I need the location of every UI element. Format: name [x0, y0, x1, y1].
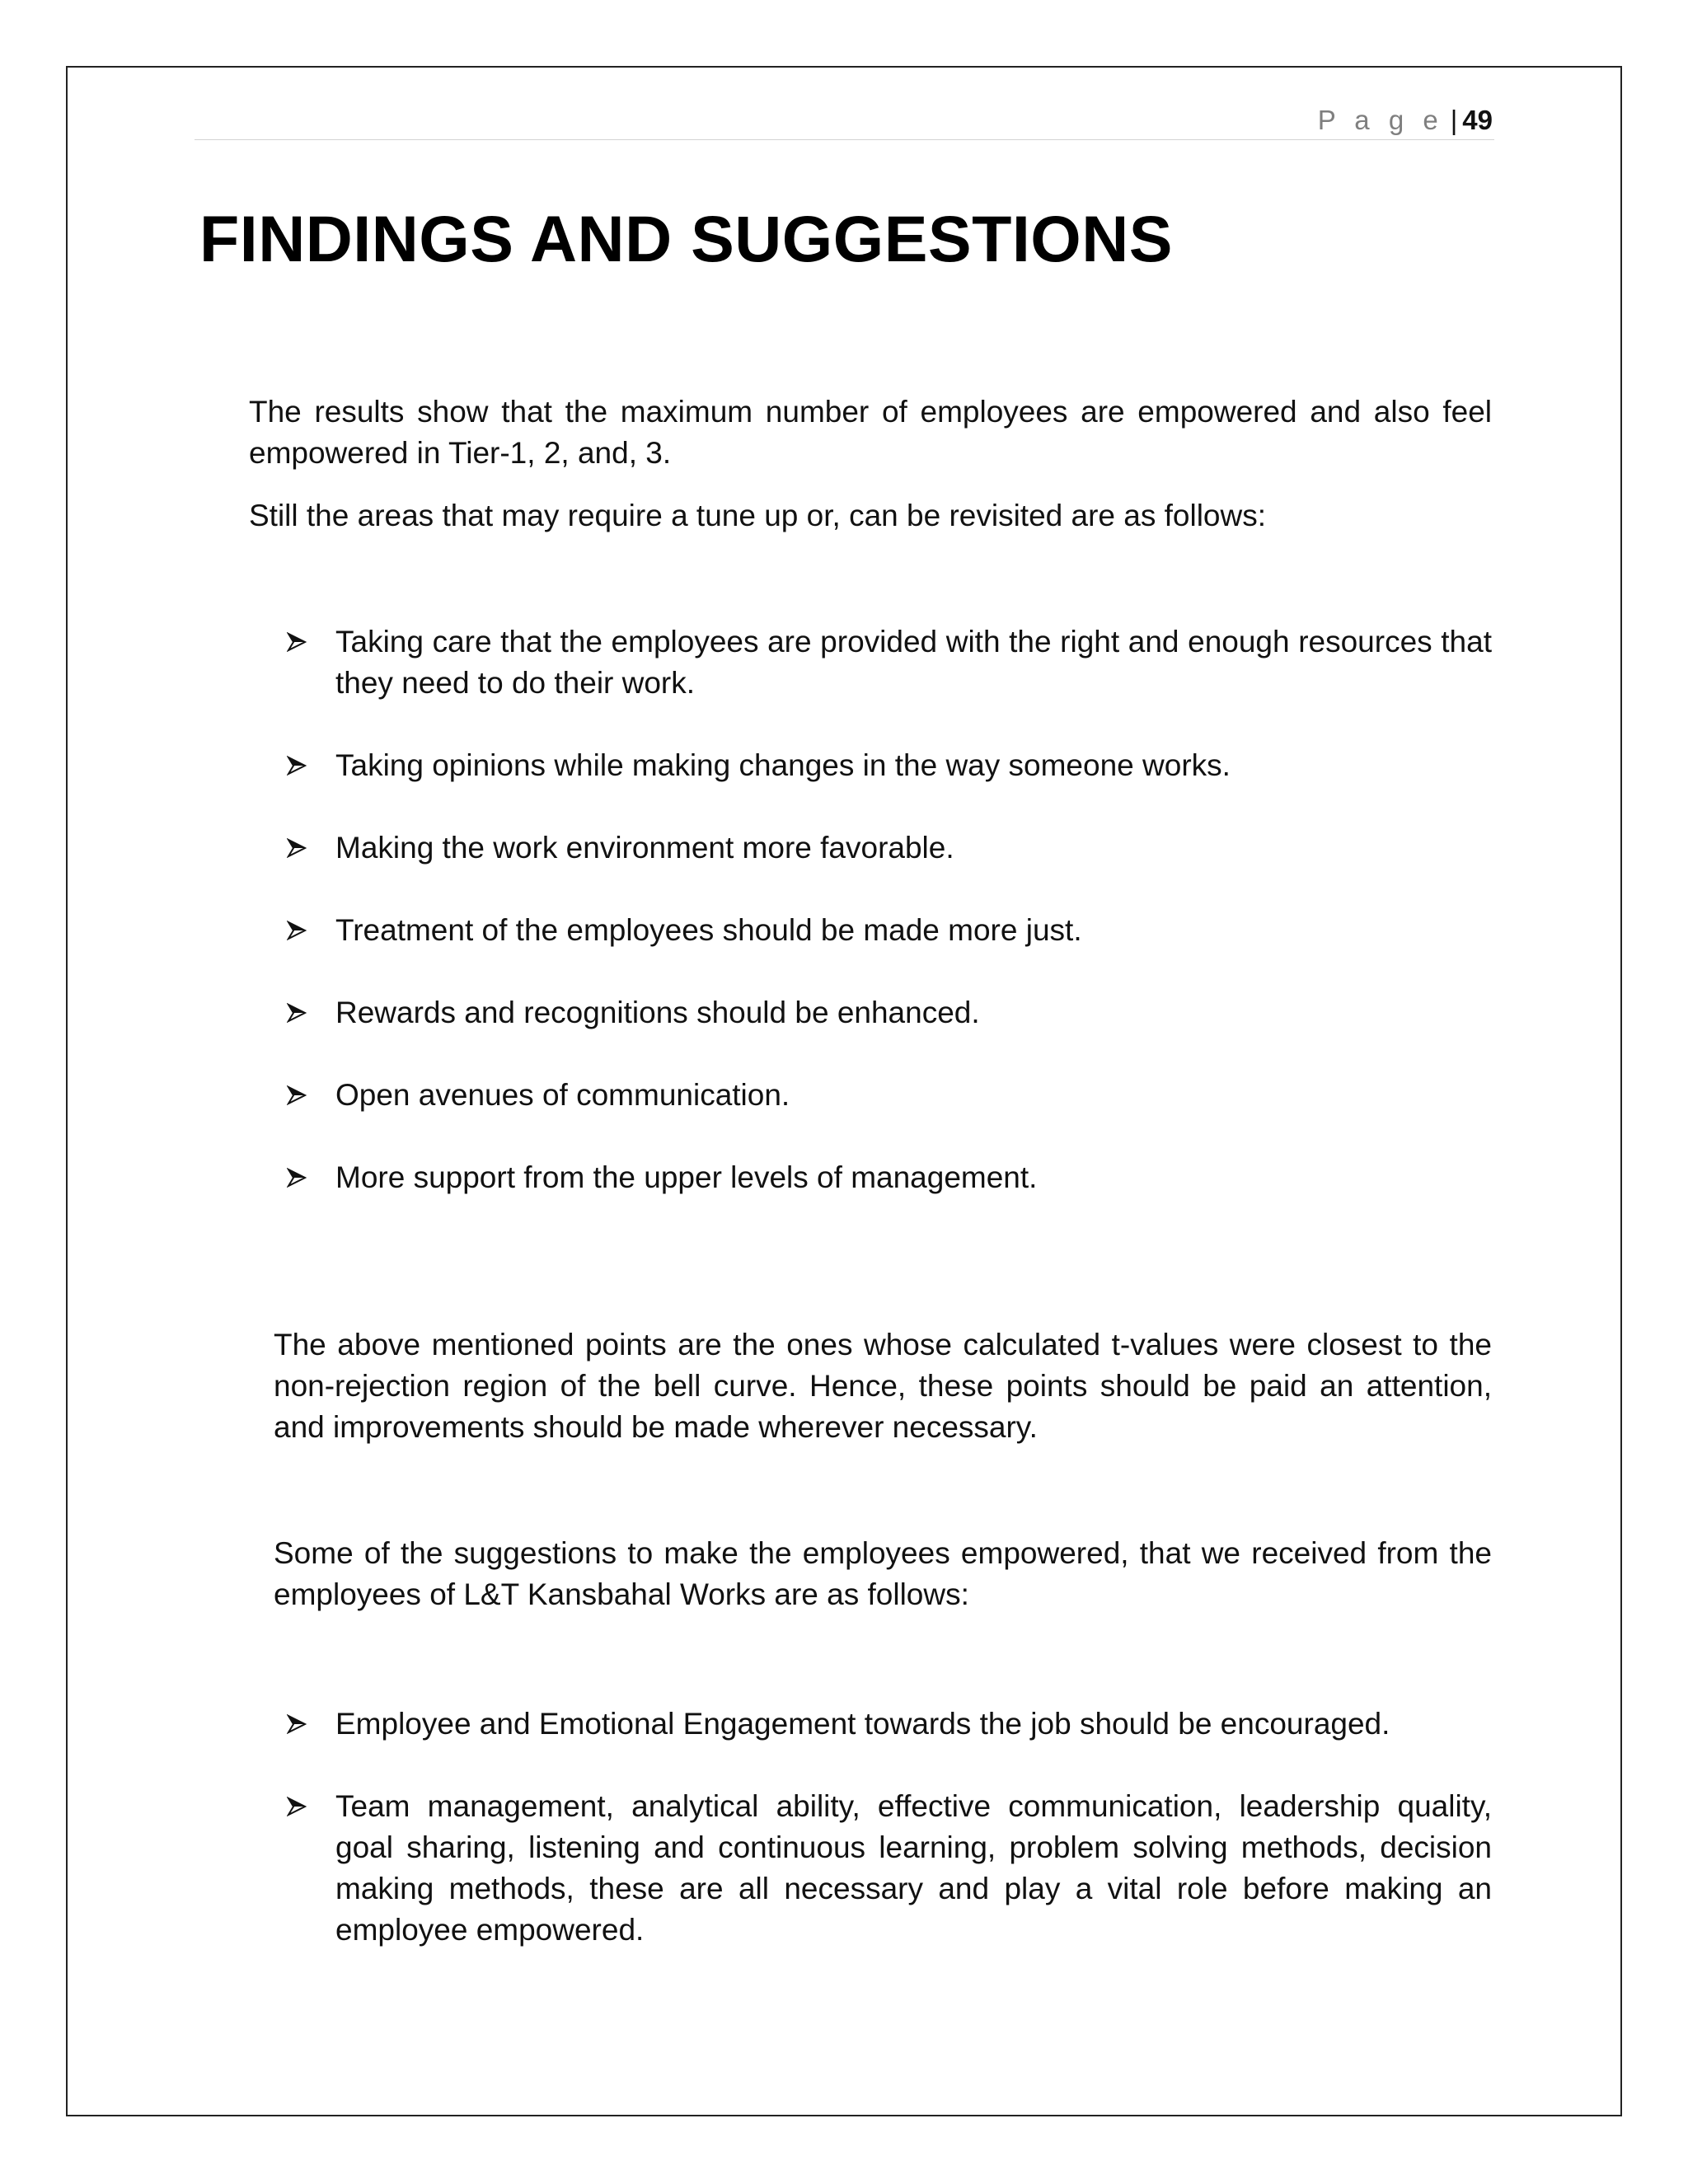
list-item [287, 1704, 1492, 1745]
page-number-row [1318, 104, 1493, 137]
list-item [287, 745, 1492, 786]
page-separator: | [1450, 105, 1458, 135]
arrowhead-bullet-icon [287, 1786, 313, 1827]
list-item-text: Making the work environment more favorable. [335, 831, 954, 865]
page-label: P a g e [1317, 105, 1444, 135]
list-item-text: More support from the upper levels of management. [335, 1160, 1038, 1194]
list-item [287, 1157, 1492, 1198]
analysis-paragraph: The above mentioned points are the ones whose calculated t-values were closest to the non-rejection region of the bell curve. Hence, these points should be paid an attention, and improvements should be made wherever necessary. [274, 1328, 1492, 1444]
arrowhead-bullet-icon [287, 992, 313, 1033]
arrowhead-bullet-icon [287, 1157, 313, 1198]
intro-paragraph-1: The results show that the maximum number of employees are empowered and also feel empowered in Tier-1, 2, and, 3. [249, 395, 1492, 470]
intro-paragraph-2: Still the areas that may require a tune up or, can be revisited are as follows: [249, 499, 1266, 532]
list-item [287, 1075, 1492, 1116]
list-item [287, 827, 1492, 869]
list-item [287, 992, 1492, 1033]
list-item [287, 910, 1492, 951]
page-header [195, 97, 1494, 140]
list-item-text: Team management, analytical ability, effective communication, leadership quality, goal sharing, listening and continuous learning, problem solving methods, decision making methods, these are all necessary and play a vital role before making an employee empowered. [335, 1789, 1492, 1947]
suggestions-list [287, 1704, 1492, 1992]
list-item-text: Open avenues of communication. [335, 1078, 790, 1112]
suggestions-intro-paragraph: Some of the suggestions to make the employees empowered, that we received from the employees of L&T Kansbahal Works are as follows: [274, 1536, 1492, 1611]
page-title: FINDINGS AND SUGGESTIONS [199, 202, 1173, 275]
list-item-text: Taking care that the employees are provided with the right and enough resources that they need to do their work. [335, 625, 1492, 700]
arrowhead-bullet-icon [287, 1075, 313, 1116]
list-item-text: Taking opinions while making changes in the way someone works. [335, 748, 1231, 782]
arrowhead-bullet-icon [287, 621, 313, 663]
arrowhead-bullet-icon [287, 1704, 313, 1745]
list-item-text: Rewards and recognitions should be enhanced. [335, 996, 980, 1029]
list-item-text: Treatment of the employees should be made more just. [335, 913, 1082, 947]
arrowhead-bullet-icon [287, 827, 313, 869]
arrowhead-bullet-icon [287, 910, 313, 951]
list-item-text: Employee and Emotional Engagement towards the job should be encouraged. [335, 1707, 1390, 1741]
list-item [287, 621, 1492, 704]
list-item [287, 1786, 1492, 1951]
arrowhead-bullet-icon [287, 745, 313, 786]
page-number: 49 [1462, 105, 1493, 135]
areas-list [287, 621, 1492, 1240]
